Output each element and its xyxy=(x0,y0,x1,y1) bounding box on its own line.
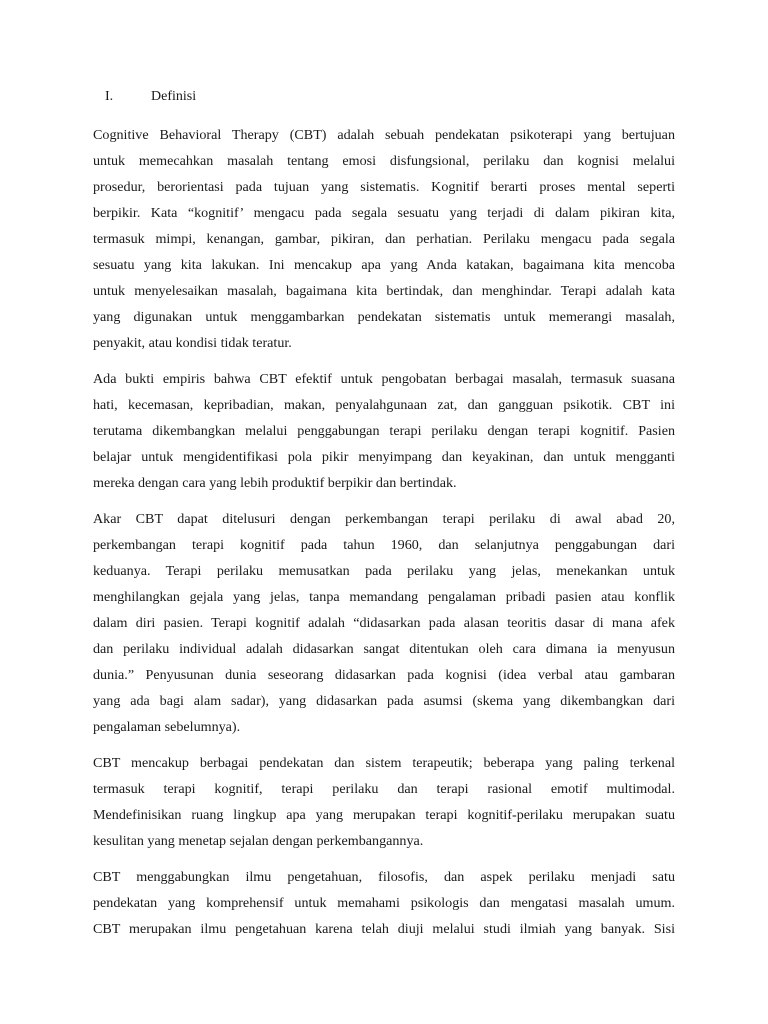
text-line: Mendefinisikan ruang lingkup apa yang merupakan terapi kognitif-perilaku merupakan suatu xyxy=(93,807,675,823)
text-line: dalam diri pasien. Terapi kognitif adalah “didasarkan pada alasan teoritis dasar di mana afek xyxy=(93,615,675,631)
text-line: untuk memecahkan masalah tentang emosi disfungsional, perilaku dan kognisi melalui xyxy=(93,153,675,169)
paragraph xyxy=(93,366,675,496)
text-line: Akar CBT dapat ditelusuri dengan perkembangan terapi perilaku di awal abad 20, xyxy=(93,511,675,527)
body-text xyxy=(93,122,675,942)
text-line: Cognitive Behavioral Therapy (CBT) adalah sebuah pendekatan psikoterapi yang bertujuan xyxy=(93,127,675,143)
text-line: perkembangan terapi kognitif pada tahun 1960, dan selanjutnya penggabungan dari xyxy=(93,537,675,553)
text-line: termasuk mimpi, kenangan, gambar, pikiran, dan perhatian. Perilaku mengacu pada segala xyxy=(93,231,675,247)
text-line: CBT menggabungkan ilmu pengetahuan, filosofis, dan aspek perilaku menjadi satu xyxy=(93,869,675,885)
paragraph xyxy=(93,864,675,942)
text-line: pendekatan yang komprehensif untuk memahami psikologis dan mengatasi masalah umum. xyxy=(93,895,675,911)
text-line: sesuatu yang kita lakukan. Ini mencakup apa yang Anda katakan, bagaimana kita mencoba xyxy=(93,257,675,273)
text-line: keduanya. Terapi perilaku memusatkan pada perilaku yang jelas, menekankan untuk xyxy=(93,563,675,579)
text-line: mereka dengan cara yang lebih produktif berpikir dan bertindak. xyxy=(93,475,457,491)
text-line: dunia.” Penyusunan dunia seseorang didasarkan pada kognisi (idea verbal atau gambaran xyxy=(93,667,675,683)
section-title: Definisi xyxy=(151,89,197,104)
text-line: menghilangkan gejala yang jelas, tanpa memandang pengalaman pribadi pasien atau konflik xyxy=(93,589,675,605)
text-line: belajar untuk mengidentifikasi pola pikir menyimpang dan keyakinan, dan untuk mengganti xyxy=(93,449,675,465)
paragraph xyxy=(93,122,675,356)
document-page xyxy=(93,84,675,952)
paragraph xyxy=(93,750,675,854)
paragraph xyxy=(93,506,675,740)
text-line: Ada bukti empiris bahwa CBT efektif untuk pengobatan berbagai masalah, termasuk suasana xyxy=(93,371,675,387)
text-line: hati, kecemasan, kepribadian, makan, penyalahgunaan zat, dan gangguan psikotik. CBT ini xyxy=(93,397,675,413)
text-line: yang ada bagi alam sadar), yang didasarkan pada asumsi (skema yang dikembangkan dari xyxy=(93,693,675,709)
text-line: yang digunakan untuk menggambarkan pendekatan sistematis untuk memerangi masalah, xyxy=(93,309,675,325)
text-line: berpikir. Kata “kognitif’ mengacu pada segala sesuatu yang terjadi di dalam pikiran kita, xyxy=(93,205,675,221)
section-number: I. xyxy=(105,89,114,104)
text-line: prosedur, berorientasi pada tujuan yang sistematis. Kognitif berarti proses mental seperti xyxy=(93,179,675,195)
text-line: kesulitan yang menetap sejalan dengan perkembangannya. xyxy=(93,833,424,849)
text-line: pengalaman sebelumnya). xyxy=(93,719,241,735)
text-line: termasuk terapi kognitif, terapi perilaku dan terapi rasional emotif multimodal. xyxy=(93,781,675,797)
text-line: penyakit, atau kondisi tidak teratur. xyxy=(93,335,292,351)
section-heading xyxy=(93,84,675,110)
text-line: CBT merupakan ilmu pengetahuan karena telah diuji melalui studi ilmiah yang banyak. Sisi xyxy=(93,921,675,937)
text-line: dan perilaku individual adalah didasarkan sangat ditentukan oleh cara dimana ia menyusun xyxy=(93,641,675,657)
text-line: terutama dikembangkan melalui penggabungan terapi perilaku dengan terapi kognitif. Pasien xyxy=(93,423,675,439)
text-line: CBT mencakup berbagai pendekatan dan sistem terapeutik; beberapa yang paling terkenal xyxy=(93,755,675,771)
text-line: untuk menyelesaikan masalah, bagaimana kita bertindak, dan menghindar. Terapi adalah kata xyxy=(93,283,675,299)
